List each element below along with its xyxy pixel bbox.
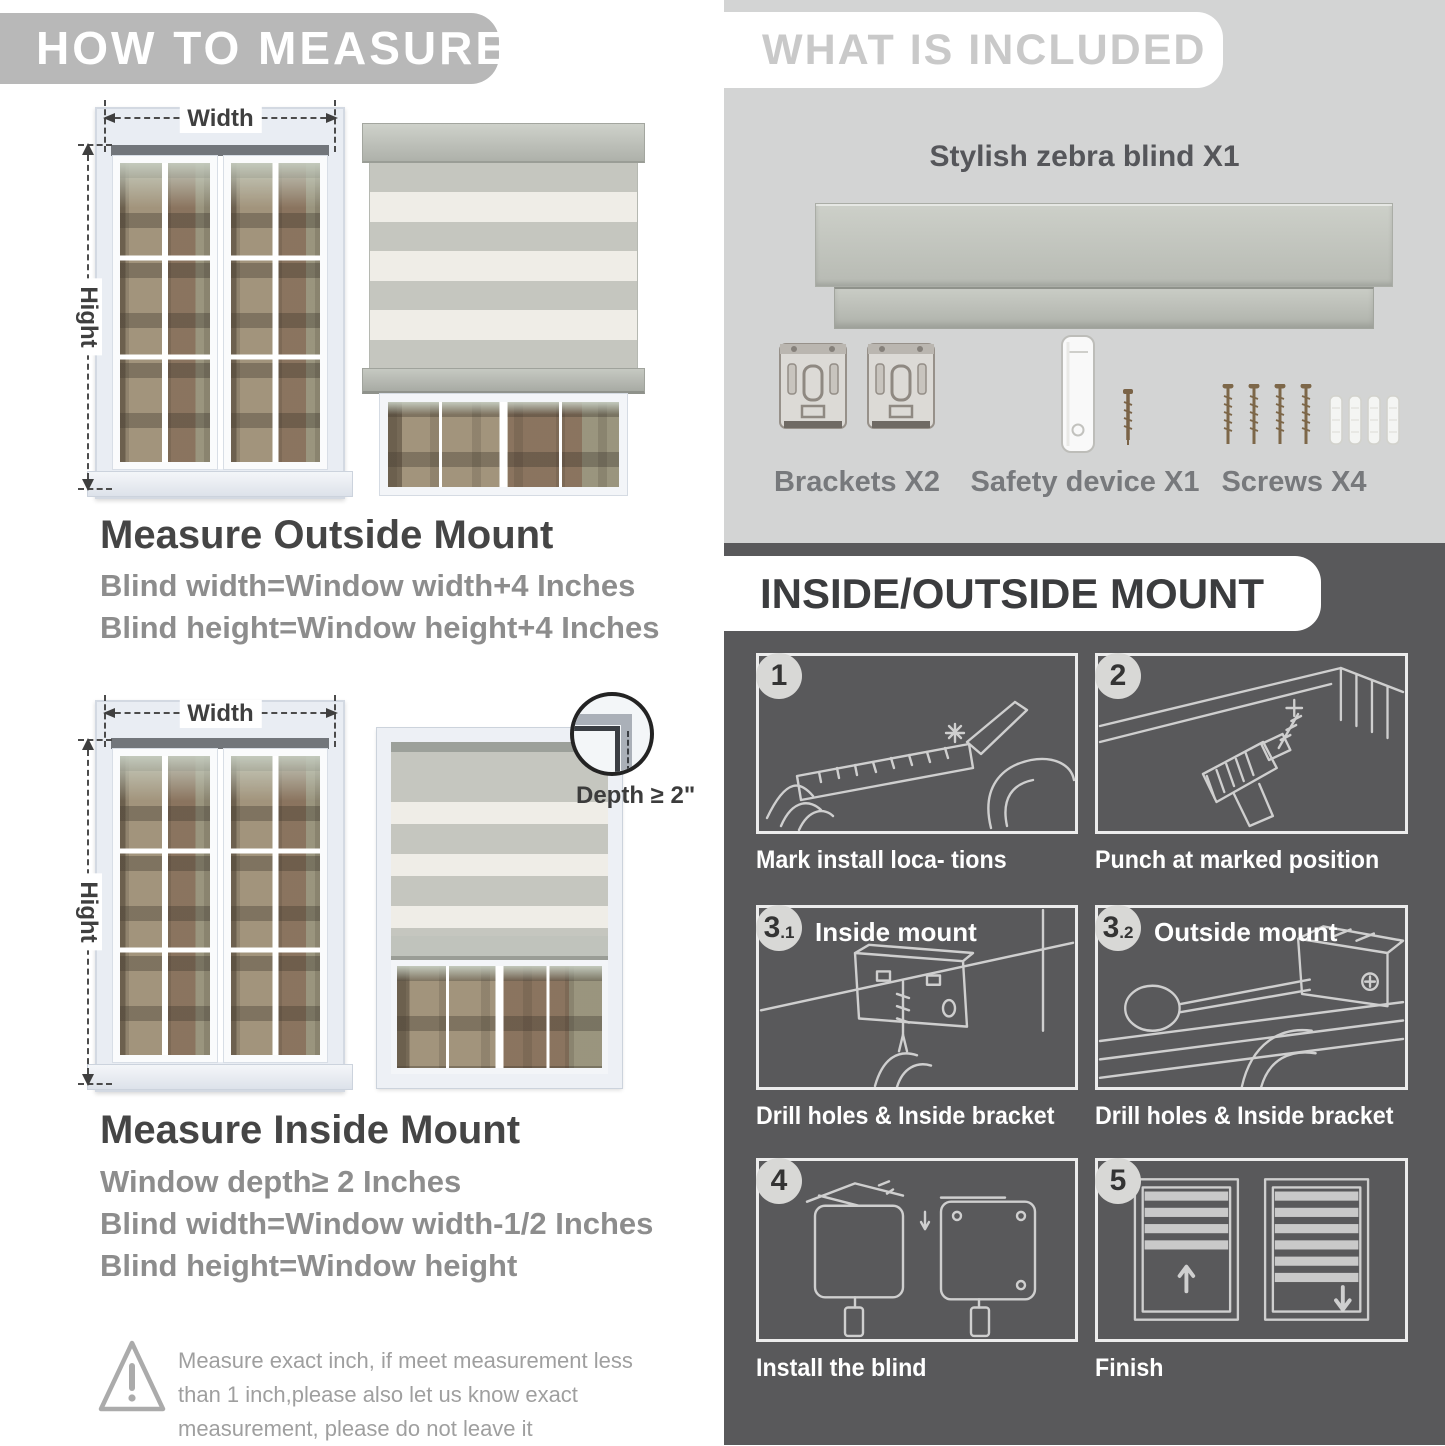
window-photo: [120, 163, 210, 462]
what-is-included-section: [724, 0, 1445, 543]
inside-outside-mount-section: [724, 543, 1445, 1445]
step-2-panel: [1095, 653, 1408, 834]
step-4: [756, 1158, 1078, 1383]
depth-label: Depth ≥ 2": [576, 782, 696, 809]
height-arrow-2: [75, 740, 102, 1084]
step-1: [756, 653, 1078, 875]
step-3-2: [1095, 905, 1408, 1131]
blind-headrail: [815, 203, 1393, 287]
window-photo: [397, 966, 602, 1068]
window-sash-right: [224, 156, 328, 469]
depth-magnifier-icon: [570, 692, 654, 776]
alert-triangle-icon: [96, 1336, 168, 1423]
step-5: [1095, 1158, 1408, 1383]
step-3-2-title: Outside mount: [1154, 917, 1338, 947]
badge-number: 3: [763, 911, 781, 944]
step-3-1-panel: [756, 905, 1078, 1090]
measurement-warning-text: [178, 1344, 633, 1446]
width-label-1: Width: [179, 105, 261, 133]
safety-device-label: Safety device X1: [970, 466, 1200, 498]
step-2-badge: [1095, 653, 1141, 699]
step-3-2-panel: [1095, 905, 1408, 1090]
blind-headrail-lower: [834, 287, 1374, 329]
step-2: [1095, 653, 1408, 875]
safety-device-icon: [1056, 332, 1100, 461]
depth-dashed-line: [627, 731, 629, 772]
outside-mount-line-2: Blind height=Window height+4 Inches: [100, 610, 660, 645]
window-below-blind: [391, 960, 608, 1074]
height-arrow-1: [75, 145, 102, 489]
height-label-2: Hight: [74, 873, 102, 950]
window-roller-strip: [111, 145, 329, 156]
step-5-badge: [1095, 1158, 1141, 1204]
right-column: [724, 0, 1445, 1445]
window-roller-strip: [111, 738, 329, 749]
screws-label: Screws X4: [1221, 466, 1367, 498]
height-label-1: Hight: [74, 278, 102, 355]
step-3-1: [756, 905, 1078, 1131]
width-arrow-2: [105, 700, 336, 727]
bracket-icon: [776, 336, 850, 441]
window-photo: [231, 756, 321, 1055]
bracket-icon: [864, 336, 938, 441]
blind-stripes: [391, 802, 608, 936]
width-label-2: Width: [179, 700, 261, 728]
badge-number: 4: [770, 1164, 788, 1197]
step-1-badge: [756, 653, 802, 699]
width-dropline-right-2: [334, 695, 336, 747]
step-4-art-install-blind: [759, 1161, 1075, 1339]
step-2-art-drill: [1098, 656, 1405, 831]
step-4-caption: Install the blind: [756, 1354, 927, 1382]
product-title: Stylish zebra blind X1: [929, 140, 1240, 173]
wall-anchors-icon: [1328, 392, 1404, 453]
step-1-art-mark-location: [759, 656, 1075, 831]
step-3-1-caption: Drill holes & Inside bracket: [756, 1102, 1055, 1130]
blind-bottom-rail: [391, 936, 608, 960]
step-5-art-finish: [1098, 1161, 1405, 1339]
outside-mount-title: Measure Outside Mount: [100, 513, 554, 557]
step-2-caption: Punch at marked position: [1095, 846, 1380, 874]
how-to-measure-banner: HOW TO MEASURE: [0, 13, 499, 84]
width-dropline-right: [334, 100, 336, 152]
window-photo: [231, 163, 321, 462]
badge-number: 3: [1102, 911, 1120, 944]
window-photo: [388, 402, 619, 487]
step-1-panel: [756, 653, 1078, 834]
inside-mount-line-1: Window depth≥ 2 Inches: [100, 1164, 462, 1199]
badge-number: 5: [1109, 1164, 1127, 1197]
screw-icon: [1120, 388, 1136, 451]
window-sill: [87, 471, 353, 497]
step-3-2-badge: [1095, 905, 1141, 951]
step-3-2-caption: Drill holes & Inside bracket: [1095, 1102, 1394, 1130]
window-sash-left: [113, 749, 217, 1062]
badge-sub: .2: [1119, 922, 1134, 942]
inside-mount-line-2: Blind width=Window width-1/2 Inches: [100, 1206, 654, 1241]
window-sashes: [113, 749, 327, 1062]
badge-number: 1: [770, 659, 788, 692]
window-sill: [87, 1064, 353, 1090]
blind-cassette: [362, 123, 645, 163]
step-4-badge: [756, 1158, 802, 1204]
window-sashes: [113, 156, 327, 469]
window-illustration-inside: [95, 700, 345, 1092]
brackets-label: Brackets X2: [773, 466, 941, 498]
inside-outside-mount-banner: INSIDE/OUTSIDE MOUNT: [724, 556, 1321, 631]
badge-number: 2: [1109, 659, 1127, 692]
step-4-panel: [756, 1158, 1078, 1342]
step-5-panel: [1095, 1158, 1408, 1342]
blind-stripes: [369, 163, 638, 368]
step-3-1-title: Inside mount: [815, 917, 977, 947]
warning-line-3: measurement, please do not leave it: [178, 1416, 533, 1441]
window-below-blind: [380, 394, 627, 495]
screws-icon: [1222, 384, 1326, 459]
width-arrow-1: [105, 105, 336, 132]
warning-line-2: than 1 inch,please also let us know exact: [178, 1382, 578, 1407]
window-sash-right: [224, 749, 328, 1062]
window-photo: [120, 756, 210, 1055]
step-5-caption: Finish: [1095, 1354, 1164, 1382]
step-3-1-badge: [756, 905, 802, 951]
window-illustration-outside: [95, 107, 345, 499]
inside-mount-line-3: Blind height=Window height: [100, 1248, 518, 1283]
outside-mount-line-1: Blind width=Window width+4 Inches: [100, 568, 636, 603]
badge-sub: .1: [780, 922, 795, 942]
window-sash-left: [113, 156, 217, 469]
what-is-included-banner: WHAT IS INCLUDED: [724, 12, 1223, 88]
blind-bottom-rail: [362, 368, 645, 394]
frame-corner-inner: [570, 726, 620, 776]
step-1-caption: Mark install loca- tions: [756, 846, 1007, 874]
zebra-blind-outside-mount: [362, 123, 645, 495]
warning-line-1: Measure exact inch, if meet measurement less: [178, 1348, 633, 1373]
inside-mount-title: Measure Inside Mount: [100, 1108, 521, 1152]
